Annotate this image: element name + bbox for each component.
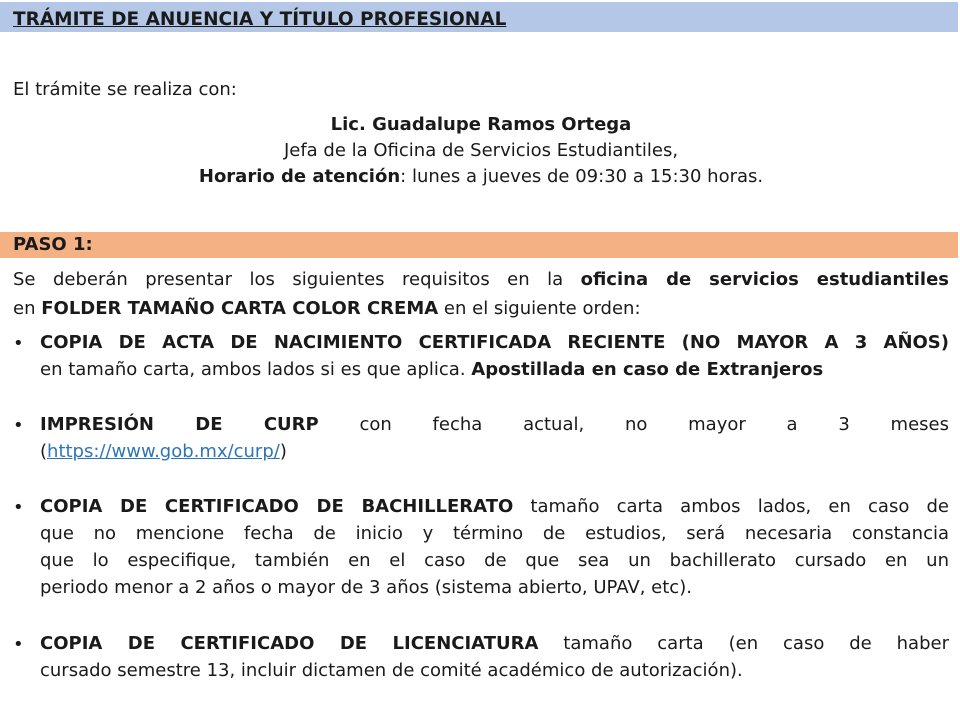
requirement-line-2 bbox=[40, 438, 949, 465]
hours-value: : lunes a jueves de 09:30 a 15:30 horas. bbox=[400, 166, 764, 187]
requirement-text: en tamaño carta, ambos lados si es que aplica. bbox=[40, 359, 472, 380]
requirement-text-1: tamaño carta ambos lados, en caso de bbox=[513, 496, 949, 517]
requirement-title: COPIA DE CERTIFICADO DE LICENCIATURA bbox=[40, 633, 539, 654]
requirement-line-1 bbox=[40, 411, 949, 438]
contact-block bbox=[0, 112, 960, 190]
step-intro-line-2 bbox=[13, 298, 641, 319]
bullet-icon: • bbox=[13, 497, 24, 518]
step-intro-text-2: en bbox=[13, 298, 42, 319]
title-banner bbox=[0, 2, 958, 32]
step-intro-text-3: en el siguiente orden: bbox=[438, 298, 641, 319]
page-title: TRÁMITE DE ANUENCIA Y TÍTULO PROFESIONAL bbox=[13, 9, 507, 30]
step-intro-text-1: Se deberán presentar los siguientes requisitos en la bbox=[13, 269, 581, 290]
requirement-title: COPIA DE ACTA DE NACIMIENTO CERTIFICADA RECIENTE (NO MAYOR A 3 AÑOS) bbox=[40, 332, 949, 353]
bullet-icon: • bbox=[13, 634, 24, 655]
step-banner bbox=[0, 232, 958, 258]
paren-close: ) bbox=[279, 441, 287, 462]
step-label: PASO 1: bbox=[13, 234, 93, 255]
paren-open: ( bbox=[40, 441, 48, 462]
step-intro bbox=[13, 265, 949, 323]
requirement-line-2: que no mencione fecha de inicio y término de estudios, será necesaria constancia bbox=[40, 523, 949, 544]
requirement-birth-certificate bbox=[40, 329, 949, 383]
intro-text: El trámite se realiza con: bbox=[13, 79, 237, 100]
bullet-icon: • bbox=[13, 333, 24, 354]
requirement-line-4: periodo menor a 2 años o mayor de 3 años (sistema abierto, UPAV, etc). bbox=[40, 577, 692, 598]
bullet-icon: • bbox=[13, 415, 24, 436]
requirement-bold-tail: Apostillada en caso de Extranjeros bbox=[471, 359, 824, 380]
requirement-line-2: cursado semestre 13, incluir dictamen de comité académico de autorización). bbox=[40, 660, 743, 681]
requirement-title: COPIA DE CERTIFICADO DE BACHILLERATO bbox=[40, 496, 514, 517]
requirement-line-1 bbox=[40, 493, 949, 520]
requirement-text-1: tamaño carta (en caso de haber bbox=[538, 633, 949, 654]
contact-hours bbox=[0, 164, 960, 190]
requirement-line-3: que lo especifique, también en el caso de que sea un bachillerato cursado en un bbox=[40, 550, 949, 571]
requirement-detail bbox=[40, 356, 949, 383]
contact-name: Lic. Guadalupe Ramos Ortega bbox=[330, 114, 632, 135]
step-intro-bold-2: FOLDER TAMAÑO CARTA COLOR CREMA bbox=[41, 298, 439, 319]
requirement-bachillerato bbox=[40, 493, 949, 601]
step-intro-bold-1: oficina de servicios estudiantiles bbox=[580, 269, 950, 290]
requirement-line-1 bbox=[40, 630, 949, 657]
hours-label: Horario de atención bbox=[198, 166, 401, 187]
requirement-text: con fecha actual, no mayor a 3 meses bbox=[318, 414, 949, 435]
curp-link[interactable]: https://www.gob.mx/curp/ bbox=[47, 441, 280, 462]
requirement-curp bbox=[40, 411, 949, 465]
requirement-licenciatura bbox=[40, 630, 949, 684]
contact-position: Jefa de la Oficina de Servicios Estudiantiles, bbox=[283, 140, 679, 161]
step-intro-line-1 bbox=[13, 265, 949, 294]
requirement-title: IMPRESIÓN DE CURP bbox=[40, 414, 319, 435]
